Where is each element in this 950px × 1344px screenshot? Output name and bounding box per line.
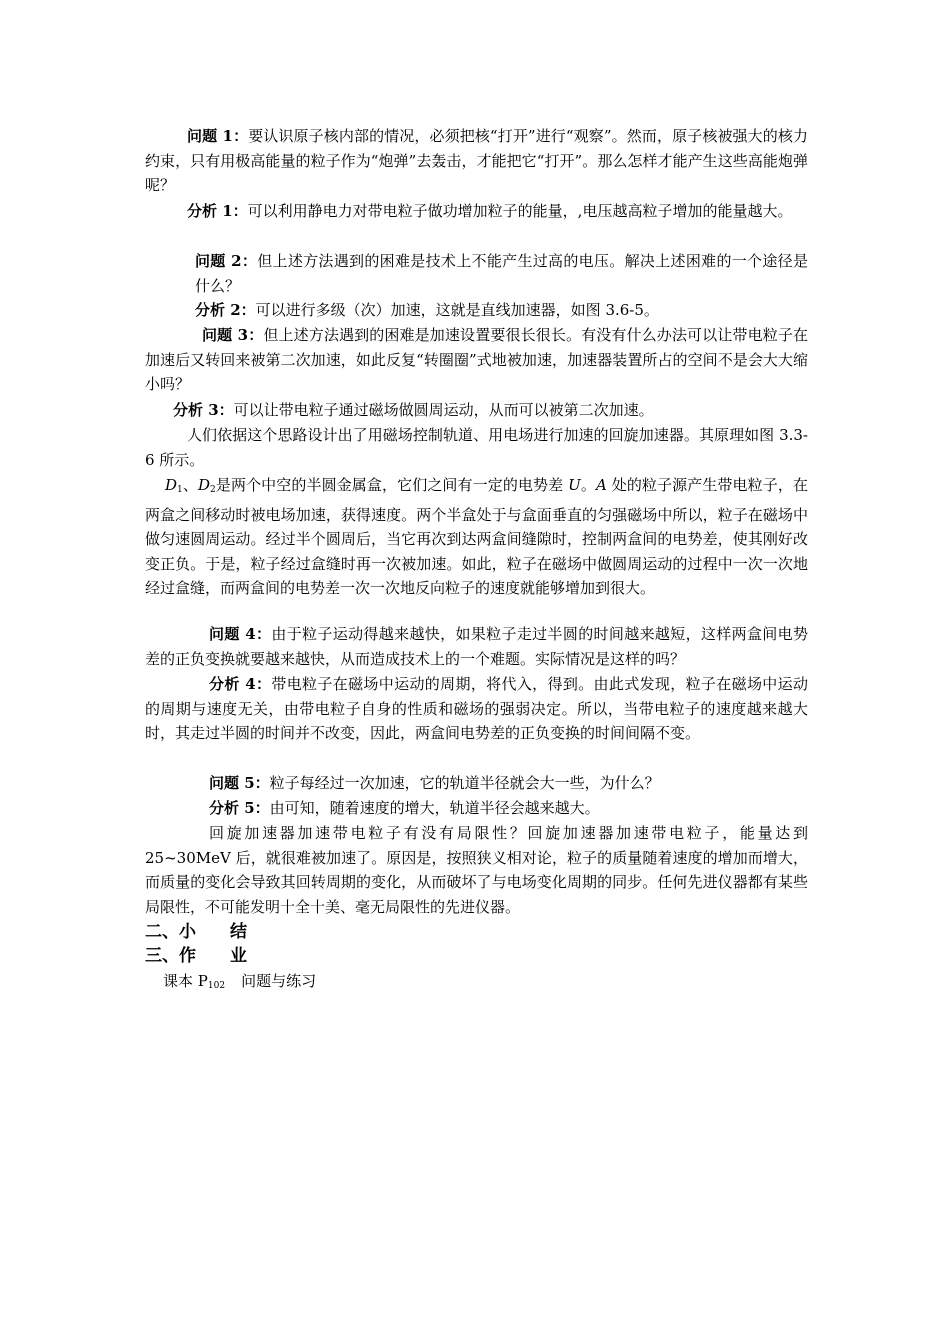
cyclotron-principle-paragraph [145,473,808,601]
symbol-d1: D [165,476,178,494]
analysis-5-text: 由可知，随着速度的增大，轨道半径会越来越大。 [269,799,600,817]
analysis-2-label: 分析 2： [195,301,256,319]
homework-page-number: 102 [207,981,226,991]
homework-line [163,969,663,999]
design-paragraph: 人们依据这个思路设计出了用磁场控制轨道、用电场进行加速的回旋加速器。其原理如图 3.3-6 所示。 [145,426,808,469]
question-5-label: 问题 5： [209,774,270,792]
question-4 [145,622,808,671]
analysis-2 [195,298,808,323]
principle-text-c: 处的粒子源产生带电粒子，在两盒之间移动时被电场加速，获得速度。两个半盒处于与盒面垂直的匀强磁场中所以，粒子在磁场中做匀速圆周运动。经过半个圆周后，当它再次到达两盒间缝隙时，控制两盒间的电势差，使其刚好改变正负。于是，粒子经过盒缝时再一次被加速。如此，粒子在磁场中做圆周运动的过程中一次一次地经过盒缝，而两盒间的电势差一次一次地反向粒子的速度就能够增加到很大。 [145,476,808,597]
symbol-d2-subscript: 2 [210,485,216,495]
analysis-3-label: 分析 3： [173,401,234,419]
analysis-4-label: 分析 4： [209,675,272,693]
question-3-label: 问题 3： [202,326,264,344]
analysis-1-text: 可以利用静电力对带电粒子做功增加粒子的能量，,电压越高粒子增加的能量越大。 [247,202,793,220]
analysis-3-text: 可以让带电粒子通过磁场做圆周运动，从而可以被第二次加速。 [233,401,654,419]
symbol-a: A [596,476,607,494]
separator: 、 [182,476,198,494]
symbol-u: U [568,476,581,494]
limitation-paragraph: 回旋加速器加速带电粒子有没有局限性？回旋加速器加速带电粒子，能量达到 25~30MeV 后，就很难被加速了。原因是，按照狭义相对论，粒子的质量随着速度的增加而增大，而质量的变化会导致其回转周期的变化，从而破坏了与电场变化周期的同步。任何先进仪器都有某些局限性，不可能发明十全十美、毫无局限性的先进仪器。 [145,824,808,916]
analysis-4-text: 带电粒子在磁场中运动的周期，将代入，得到。由此式发现，粒子在磁场中运动的周期与速度无关，由带电粒子自身的性质和磁场的强弱决定。所以，当带电粒子的速度越来越大时，其走过半圆的时间并不改变，因此，两盒间电势差的正负变换的时间间隔不变。 [145,675,808,742]
question-2-text: 但上述方法遇到的困难是技术上不能产生过高的电压。解决上述困难的一个途径是什么？ [195,252,808,295]
question-4-label: 问题 4： [209,625,272,643]
section-heading-homework-a: 三、作 [145,946,196,966]
analysis-4 [145,672,808,746]
question-3 [145,323,808,397]
analysis-2-text: 可以进行多级（次）加速，这就是直线加速器，如图 3.6-5。 [255,301,659,319]
question-3-text: 但上述方法遇到的困难是加速设置要很长很长。有没有什么办法可以让带电粒子在加速后又转回来被第二次加速，如此反复“转圈圈”式地被加速，加速器装置所占的空间不是会大大缩小吗？ [145,326,808,393]
question-2-label: 问题 2： [195,252,258,270]
symbol-d2: D [197,476,211,494]
analysis-1 [145,199,808,224]
section-heading-summary [145,920,247,944]
question-4-text: 由于粒子运动得越来越快，如果粒子走过半圆的时间越来越短，这样两盒间电势差的正负变换就要越来越快，从而造成技术上的一个难题。实际情况是这样的吗？ [145,625,808,668]
question-2 [195,249,808,298]
question-1-text: 要认识原子核内部的情况，必须把核“打开”进行“观察”。然而，原子核被强大的核力约束，只有用极高能量的粒子作为“炮弹”去轰击，才能把它“打开”。那么怎样才能产生这些高能炮弹呢？ [145,127,808,194]
principle-text-b: 。 [580,476,596,494]
section-heading-homework [145,944,247,968]
homework-prefix: 课本 P [163,972,208,990]
section-heading-summary-b: 结 [230,922,247,942]
analysis-1-label: 分析 1： [187,202,248,220]
question-1 [145,124,808,198]
section-heading-homework-b: 业 [230,946,247,966]
analysis-5 [145,796,808,821]
question-5-text: 粒子每经过一次加速，它的轨道半径就会大一些，为什么？ [269,774,660,792]
symbol-d1-subscript: 1 [177,485,183,495]
analysis-5-label: 分析 5： [209,799,270,817]
question-1-label: 问题 1： [187,127,249,145]
principle-text-a: 是两个中空的半圆金属盒，它们之间有一定的电势差 [215,476,569,494]
homework-text: 问题与练习 [241,972,317,990]
analysis-3 [145,398,808,423]
question-5 [145,771,808,796]
section-heading-summary-a: 二、小 [145,922,196,942]
